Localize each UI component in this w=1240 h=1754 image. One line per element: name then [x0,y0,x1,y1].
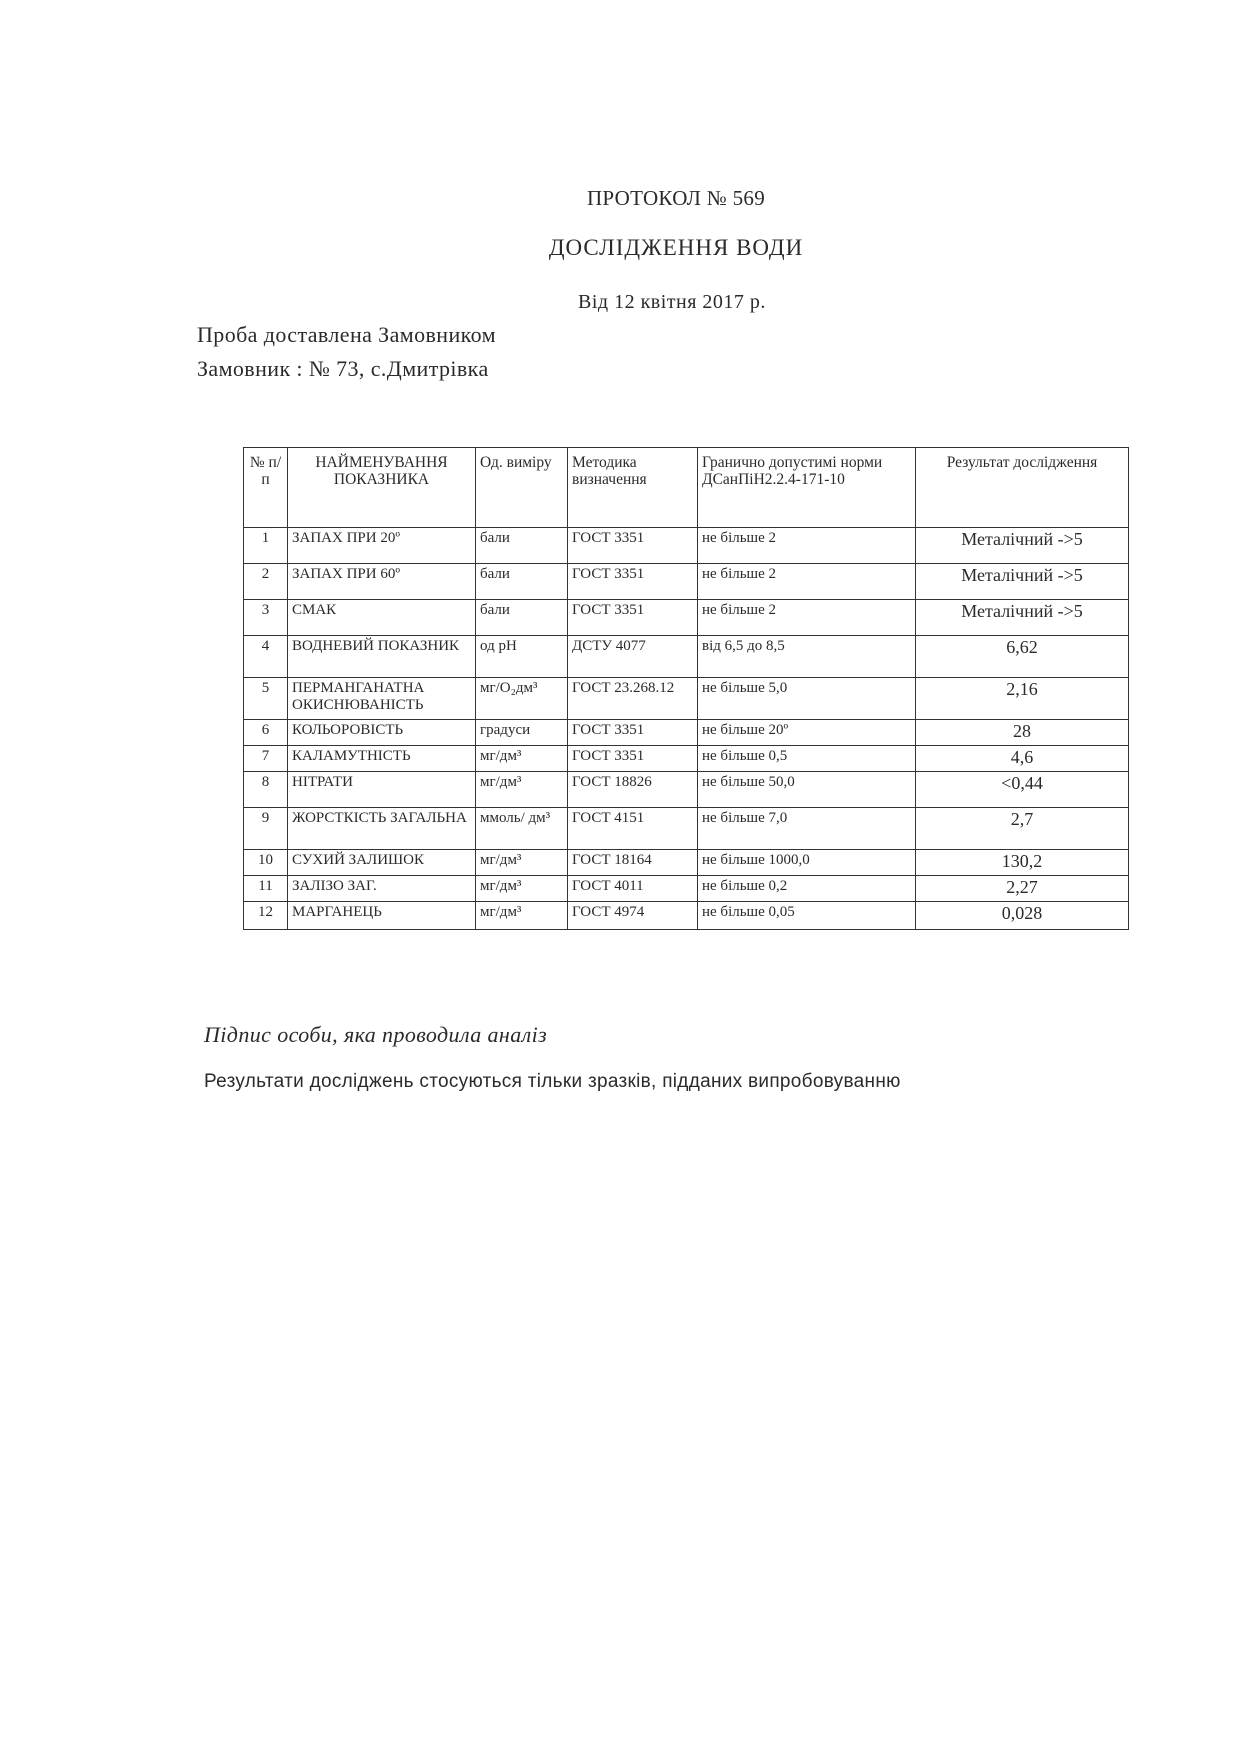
table-row [244,746,1129,772]
results-table [243,447,1129,930]
row-method: ГОСТ 4151 [568,808,698,850]
row-name: ПЕРМАНГАНАТНА ОКИСНЮВАНІСТЬ [288,678,476,720]
row-unit: бали [476,600,568,636]
row-unit: ммоль/ дм³ [476,808,568,850]
row-norm: не більше 2 [698,600,916,636]
table-row [244,772,1129,808]
row-result: 6,62 [916,636,1129,678]
table-row [244,600,1129,636]
row-unit: мг/дм³ [476,850,568,876]
header-num: № п/п [244,448,288,528]
row-name: МАРГАНЕЦЬ [288,902,476,930]
row-result: Металічний ->5 [916,600,1129,636]
table-header-row [244,448,1129,528]
row-norm: не більше 7,0 [698,808,916,850]
row-name: НІТРАТИ [288,772,476,808]
table-row [244,636,1129,678]
row-method: ДСТУ 4077 [568,636,698,678]
table-row [244,808,1129,850]
row-method: ГОСТ 3351 [568,600,698,636]
row-unit: мг/дм³ [476,746,568,772]
row-num: 3 [244,600,288,636]
row-name: КАЛАМУТНІСТЬ [288,746,476,772]
row-norm: не більше 2 [698,528,916,564]
row-num: 2 [244,564,288,600]
row-unit: мг/дм³ [476,876,568,902]
row-name: ЖОРСТКІСТЬ ЗАГАЛЬНА [288,808,476,850]
row-norm: не більше 50,0 [698,772,916,808]
row-unit: од pH [476,636,568,678]
row-unit: бали [476,564,568,600]
header-name: НАЙМЕНУВАННЯ ПОКАЗНИКА [288,448,476,528]
table-row [244,850,1129,876]
table-row [244,720,1129,746]
row-num: 12 [244,902,288,930]
row-norm: не більше 5,0 [698,678,916,720]
row-norm: від 6,5 до 8,5 [698,636,916,678]
row-name: ЗАЛІЗО ЗАГ. [288,876,476,902]
row-result: 4,6 [916,746,1129,772]
protocol-number: ПРОТОКОЛ № 569 [586,186,766,210]
row-result: 28 [916,720,1129,746]
row-num: 6 [244,720,288,746]
row-result: Металічний ->5 [916,564,1129,600]
row-name: ЗАПАХ ПРИ 60º [288,564,476,600]
row-num: 5 [244,678,288,720]
table-row [244,902,1129,930]
document-title: ДОСЛІДЖЕННЯ ВОДИ [548,235,804,260]
row-result: 2,27 [916,876,1129,902]
table-row [244,564,1129,600]
row-result: Металічний ->5 [916,528,1129,564]
row-num: 1 [244,528,288,564]
row-method: ГОСТ 4974 [568,902,698,930]
row-result: <0,44 [916,772,1129,808]
row-result: 0,028 [916,902,1129,930]
header-method: Методика визначення [568,448,698,528]
row-unit: мг/дм³ [476,772,568,808]
row-name: ВОДНЕВИЙ ПОКАЗНИК [288,636,476,678]
row-result: 2,16 [916,678,1129,720]
table-row [244,528,1129,564]
row-method: ГОСТ 3351 [568,528,698,564]
row-name: ЗАПАХ ПРИ 20º [288,528,476,564]
row-method: ГОСТ 23.268.12 [568,678,698,720]
customer-line: Замовник : № 73, с.Дмитрівка [197,356,489,381]
row-num: 10 [244,850,288,876]
table-row [244,678,1129,720]
header-norm: Гранично допустимі норми ДСанПіН2.2.4-171-10 [698,448,916,528]
row-num: 7 [244,746,288,772]
results-note: Результати досліджень стосуються тільки зразків, підданих випробовуванню [204,1071,901,1092]
row-method: ГОСТ 3351 [568,746,698,772]
row-norm: не більше 1000,0 [698,850,916,876]
row-norm: не більше 0,05 [698,902,916,930]
header-result: Результат дослідження [916,448,1129,528]
row-method: ГОСТ 3351 [568,720,698,746]
row-name: СМАК [288,600,476,636]
header-unit: Од. виміру [476,448,568,528]
row-result: 130,2 [916,850,1129,876]
row-num: 8 [244,772,288,808]
row-method: ГОСТ 4011 [568,876,698,902]
row-unit: градуси [476,720,568,746]
row-norm: не більше 0,5 [698,746,916,772]
row-method: ГОСТ 18164 [568,850,698,876]
row-method: ГОСТ 18826 [568,772,698,808]
document-date: Від 12 квітня 2017 р. [578,291,766,313]
signature-line: Підпис особи, яка проводила аналіз [204,1022,548,1047]
row-result: 2,7 [916,808,1129,850]
row-norm: не більше 2 [698,564,916,600]
row-num: 9 [244,808,288,850]
row-unit: мг/О₂дм³ [476,678,568,720]
row-name: СУХИЙ ЗАЛИШОК [288,850,476,876]
row-method: ГОСТ 3351 [568,564,698,600]
row-name: КОЛЬОРОВІСТЬ [288,720,476,746]
table-body [244,528,1129,930]
row-num: 11 [244,876,288,902]
row-norm: не більше 0,2 [698,876,916,902]
table-row [244,876,1129,902]
row-unit: бали [476,528,568,564]
row-num: 4 [244,636,288,678]
sample-delivery-line: Проба доставлена Замовником [197,322,496,347]
row-unit: мг/дм³ [476,902,568,930]
row-norm: не більше 20º [698,720,916,746]
